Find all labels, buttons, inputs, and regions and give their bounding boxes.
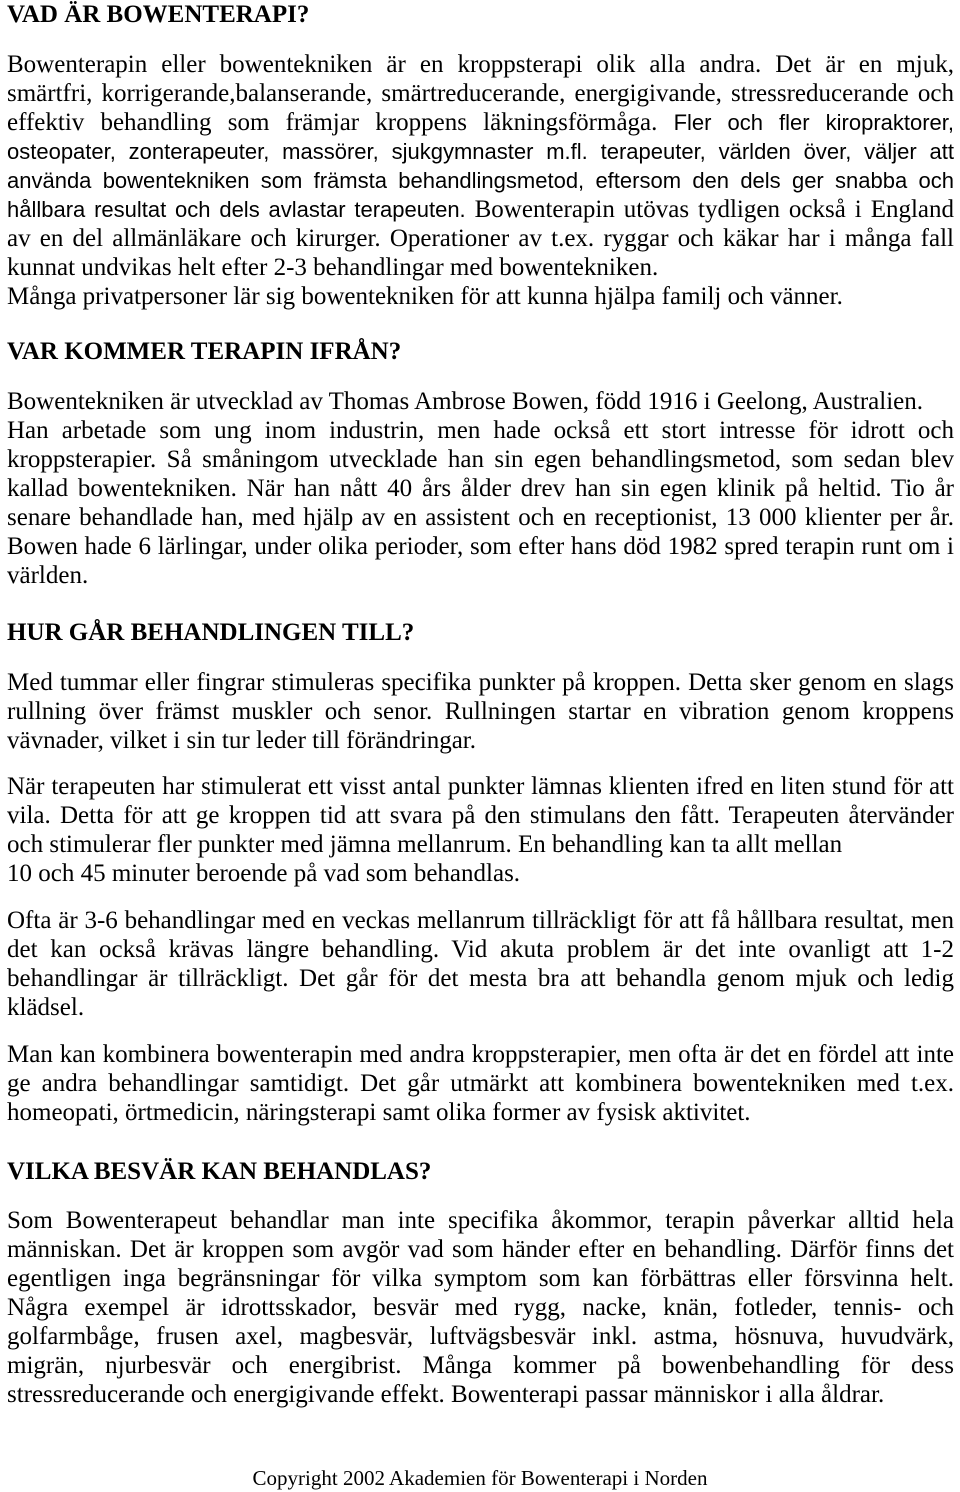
text-line: När terapeuten har stimulerat ett visst antal punkter lämnas klienten ifred en liten stund för att [7, 773, 954, 800]
text-line: smärtfri, korrigerande,balanserande, smärtreducerande, energigivande, stressreducerande och [7, 80, 954, 107]
text-line: klädsel. [7, 994, 85, 1021]
text-line: homeopati, örtmedicin, näringsterapi samt olika former av fysisk aktivitet. [7, 1099, 751, 1126]
text-line: golfarmbåge, frusen axel, magbesvär, luftvägsbesvär inkl. astma, hösnuva, huvudvärk, [7, 1323, 954, 1350]
text-line: och stimulerar fler punkter med jämna mellanrum. En behandling kan ta allt mellan [7, 831, 843, 858]
copyright-footer: Copyright 2002 Akademien för Bowenterapi i Norden [252, 1466, 708, 1490]
text-line: Bowentekniken är utvecklad av Thomas Ambrose Bowen, född 1916 i Geelong, Australien. [7, 388, 924, 415]
text-line: vävnader, vilket i sin tur leder till förändringar. [7, 727, 476, 754]
text-line: människan. Det är kroppen som avgör vad som händer efter en behandling. Därför finns det [7, 1236, 954, 1263]
text-line: rullning över främst muskler och senor. Rullningen startar en vibration genom kroppens [7, 698, 954, 725]
text-line: av en del allmänläkare och kirurger. Operationer av t.ex. ryggar och käkar har i många fall [7, 225, 954, 252]
text-line: vila. Detta för att ge kroppen tid att svara på den stimulans den fått. Terapeuten återvänder [7, 802, 954, 829]
text-line: Med tummar eller fingrar stimuleras specifika punkter på kroppen. Detta sker genom en slags [7, 669, 954, 696]
text-line: Bowen hade 6 lärlingar, under olika perioder, som efter hans död 1982 spred terapin runt om i [7, 533, 954, 560]
text-line: kunnat undvikas helt efter 2-3 behandlingar med bowentekniken. [7, 254, 659, 281]
text-line: Ofta är 3-6 behandlingar med en veckas mellanrum tillräckligt för att få hållbara resultat, men [7, 907, 954, 934]
paragraph [7, 1206, 954, 1409]
text-line: världen. [7, 562, 89, 589]
text-line: använda bowentekniken som främsta behandlingsmetod, eftersom den dels ger snabba och [7, 168, 954, 193]
text-line: Många privatpersoner lär sig bowentekniken för att kunna hjälpa familj och vänner. [7, 283, 843, 310]
text-line: 10 och 45 minuter beroende på vad som behandlas. [7, 860, 521, 887]
text-line: Som Bowenterapeut behandlar man inte specifika åkommor, terapin påverkar alltid hela [7, 1207, 954, 1234]
text-line: kallad bowentekniken. När han nått 40 års ålder drev han sin egen klinik på heltid. Tio år [7, 475, 954, 502]
text-line: Han arbetade som ung inom industrin, men hade också ett stort intresse för idrott och [7, 417, 954, 444]
text-line: ge andra behandlingar samtidigt. Det går utmärkt att kombinera bowentekniken med t.ex. [7, 1070, 954, 1097]
section-heading: HUR GÅR BEHANDLINGEN TILL? [7, 619, 415, 646]
text-segment: Bowenterapin utövas tydligen också i England [474, 196, 955, 223]
paragraph [7, 387, 954, 590]
paragraph [7, 668, 954, 755]
text-line [7, 195, 954, 224]
paragraph [7, 282, 954, 311]
text-line: Några exempel är idrottsskador, besvär med rygg, nacke, knän, fotleder, tennis- och [7, 1294, 954, 1321]
paragraph [7, 50, 954, 282]
text-line: kroppsterapier. Så småningom utvecklade han sin egen behandlingsmetod, som sedan blev [7, 446, 954, 473]
section-heading: VAD ÄR BOWENTERAPI? [7, 1, 310, 28]
text-line: senare behandlade han, med hjälp av en assistent och en receptionist, 13 000 klienter per år. [7, 504, 954, 531]
text-line: behandlingar är tillräckligt. Det går för det mesta bra att behandla genom mjuk och ledig [7, 965, 954, 992]
text-segment-sans: hållbara resultat och dels avlastar terapeuten. [7, 197, 466, 222]
text-line: egentligen inga begränsningar för vilka symptom som kan förbättras eller försvinna helt. [7, 1265, 954, 1292]
text-segment-sans: Fler och fler kiropraktorer, [673, 110, 955, 135]
text-line: det kan också krävas längre behandling. Vid akuta problem är det inte ovanligt att 1-2 [7, 936, 954, 963]
text-line: stressreducerande och energigivande effekt. Bowenterapi passar människor i alla åldrar. [7, 1381, 885, 1408]
paragraph [7, 772, 954, 888]
text-line: Man kan kombinera bowenterapin med andra kroppsterapier, men ofta är det en fördel att inte [7, 1041, 954, 1068]
text-line: Bowenterapin eller bowentekniken är en kroppsterapi olik alla andra. Det är en mjuk, [7, 51, 954, 78]
section-heading: VAR KOMMER TERAPIN IFRÅN? [7, 338, 402, 365]
section-heading: VILKA BESVÄR KAN BEHANDLAS? [7, 1158, 432, 1185]
paragraph [7, 906, 954, 1022]
paragraph [7, 1040, 954, 1127]
text-line: migrän, njurbesvär och energibrist. Många kommer på bowenbehandling för dess [7, 1352, 954, 1379]
text-line [7, 108, 954, 137]
text-segment: effektiv behandling som främjar kroppens läkningsförmåga. [7, 109, 658, 136]
text-line: osteopater, zonterapeuter, massörer, sjukgymnaster m.fl. terapeuter, världen över, väljer att [7, 139, 954, 164]
